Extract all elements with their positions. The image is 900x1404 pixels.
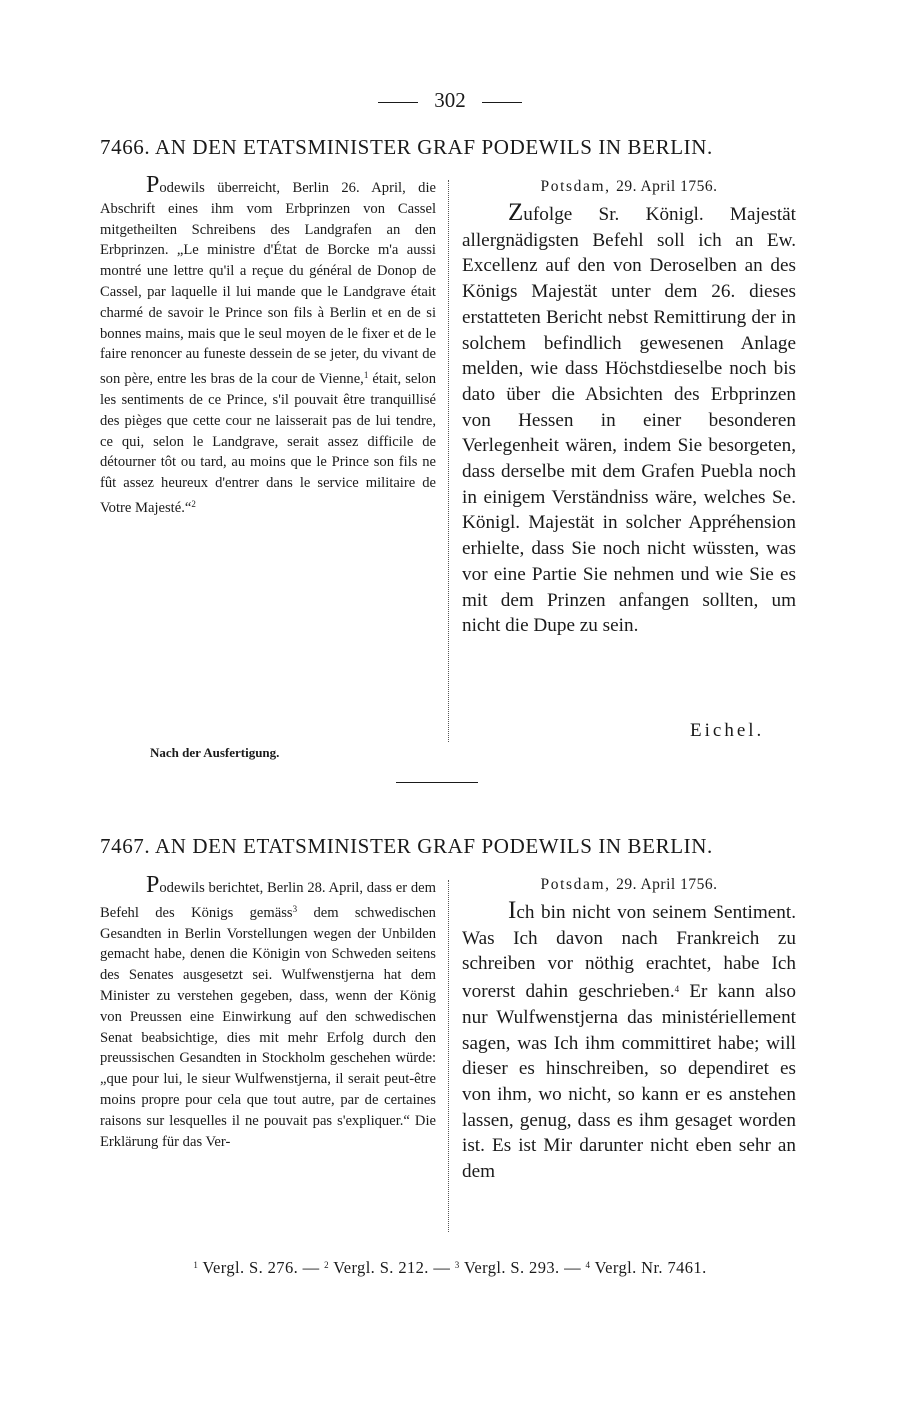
footnotes [0,1258,900,1278]
initial-letter: P [146,172,160,198]
page-number: 302 [434,88,466,112]
initial-letter: P [146,872,160,898]
initial-letter: Z [508,199,524,226]
summary-text: odewils berichtet, Berlin 28. April, dass er dem Befehl des Königs gemäss [100,880,436,921]
footnote-text: Vergl. S. 293. [463,1258,560,1277]
footnote-separator: — [302,1258,320,1277]
section-separator [396,782,478,783]
document-body [462,874,796,1185]
dateline-place: Potsdam, [540,178,611,195]
summary-text: odewils überreicht, Berlin 26. April, die Abschrift eines ihm vom Erbprinzen von Cassel mitgetheilten Schreibens des Landgrafen an den Erbprinzen. „Le ministre d'État de Borcke m'a aussi montré une lettre qu'il a reçue du général de Donop de Cassel, par laquelle il lui mande que le Landgrave était charmé de savoir le Prince son fils à Berlin et en de si bonnes mains, mais que le seul moyen de le fixer et de le faire renoncer au funeste dessein de se jeter, du vivant de son père, entre les bras de la cour de Vienne, [100,180,436,388]
body-text: ufolge Sr. Königl. Majestät allergnädigsten Befehl soll ich an Ew. Excellenz auf den von Deroselben an des Königs Majestät unter dem 26. dieses erstatteten Bericht nebst Remittirung der in solchem befindlich gewesenen Anlage melden, wie dass Höchstdieselbe noch bis dato über die Absichten des Erbprinzen von Hessen in einer besonderen Verlegenheit wären, indem Sie besorgeten, dass derselbe mit dem Grafen Puebla noch in einigem Verständniss wäre, welches Se. Königl. Majestät in solcher Appréhension erhielte, dass Sie noch nicht wüssten, was vor eine Partie Sie nehmen und wie Sie es mit dem Prinzen anfangen sollten, um nicht die Dupe zu sein. [462,204,796,637]
page-header [0,88,900,113]
source-note: Nach der Ausfertigung. [150,745,280,760]
header-rule-right [482,102,522,103]
summary-text-cont: dem schwedischen Gesandten in Berlin Vorstellungen wegen der Unbilden gemacht habe, denen die Königin von Schweden seitens des Senates ausgesetzt sei. Wulfwenstjerna hat dem Minister zu verstehen gegeben, dass, wenn der König von Preussen eine Einwirkung auf den schwedischen Senat beabsichtige, dies mit mehr Erfolg durch den preussischen Gesandten in Stockholm geschehen würde: „que pour lui, le sieur Wulfwenstjerna, il serait peut-être moins propre pour cela que tout autre, par de certaines raisons sur lesquelles il ne pouvait pas s'expliquer.“ Die Erklärung für das Ver- [100,904,436,1150]
body-text: ch bin nicht von seinem Sentiment. Was Ich davon nach Frankreich zu schreiben vor nöthig erachtet, habe Ich vorerst dahin geschrieben. [462,902,796,1003]
dateline-date: 29. April 1756. [616,178,718,195]
document-summary [100,172,436,519]
summary-text-cont: était, selon les sentiments de ce Prince, s'il pouvait être tranquillisé des pièges que cette cour ne laisserait pas de lui tendre, ce qui, selon le Landgrave, serait assez difficile de détourner tôt ou tard, au moins que le Prince son fils ne fût assez heureux d'entrer dans le service militaire de Votre Majesté.“ [100,371,436,516]
document-title: 7466. AN DEN ETATSMINISTER GRAF PODEWILS IN BERLIN. [100,135,713,159]
dateline [462,874,796,896]
footnote-mark: 3 [454,1260,460,1270]
footnote-mark: 4 [585,1260,591,1270]
header-rule-left [378,102,418,103]
footnote-text: Vergl. S. 276. [202,1258,299,1277]
footnote-mark: 1 [193,1260,199,1270]
footnote-text: Vergl. S. 212. [333,1258,429,1277]
document-body [462,176,796,639]
footnote-ref: 4 [674,984,680,995]
initial-letter: I [508,897,517,924]
document-summary [100,872,436,1152]
footnote-separator: — [564,1258,581,1277]
document-title: 7467. AN DEN ETATSMINISTER GRAF PODEWILS IN BERLIN. [100,834,713,858]
footnote-ref: 3 [292,903,298,914]
body-text-cont: Er kann also nur Wulfwenstjerna das ministériellement sagen, was Ich ihm committiret habe; will dieser es hinschreiben, so dependiret es von ihm, wo nicht, so kann er es anstehen lassen, genug, dass es ihm gesaget worden ist. Es ist Mir darunter nicht eben sehr an dem [462,981,796,1183]
footnote-mark: 2 [324,1260,329,1270]
footnote-separator: — [433,1258,451,1277]
dateline-date: 29. April 1756. [616,876,718,893]
footnote-ref: 2 [191,498,196,509]
signature: Eichel. [690,720,765,741]
footnote-ref: 1 [363,370,369,381]
footnote-text: Vergl. Nr. 7461. [594,1258,707,1277]
dateline [462,176,796,198]
column-divider [448,880,449,1232]
column-divider [448,180,449,742]
dateline-place: Potsdam, [540,876,611,893]
